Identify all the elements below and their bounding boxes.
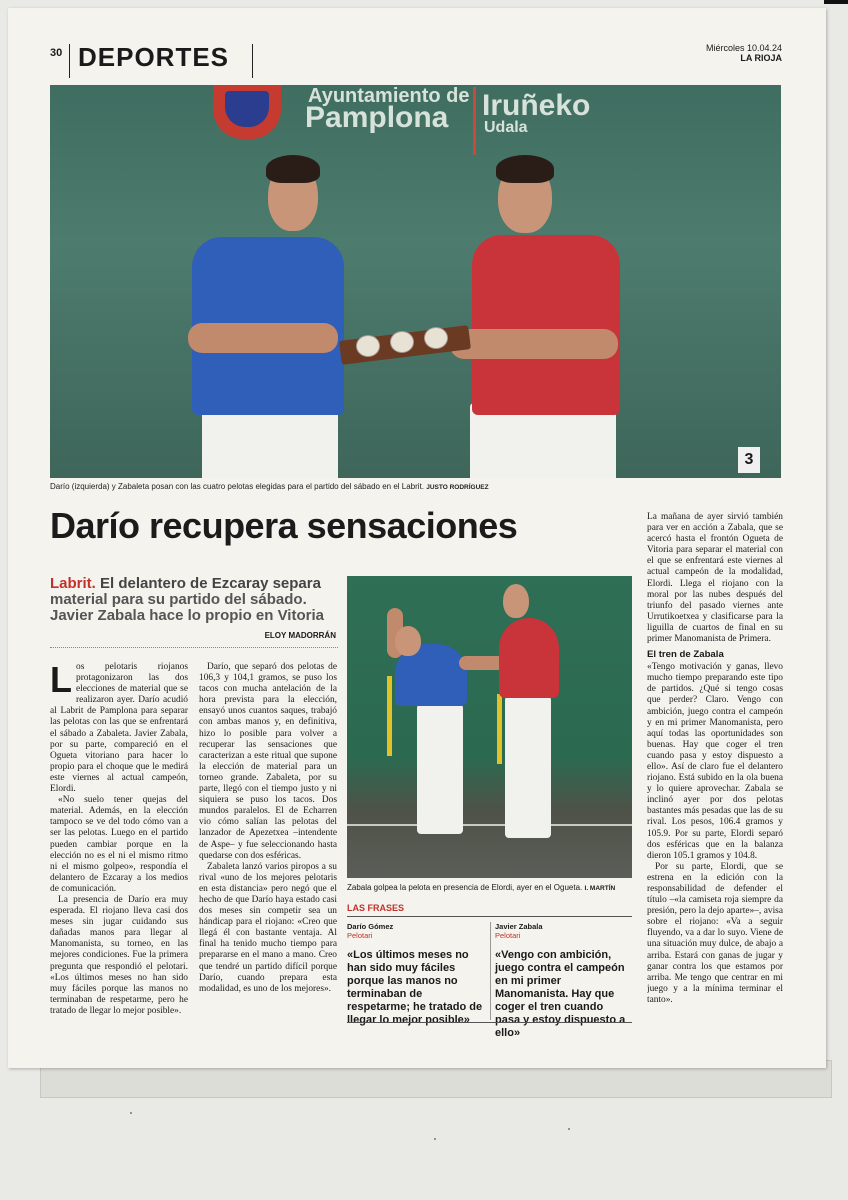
section-title: DEPORTES (78, 42, 230, 72)
banner-text: Udala (484, 119, 528, 136)
body-column-2 (199, 662, 337, 1032)
banner-text: Ayuntamiento de (308, 85, 470, 107)
court-line (347, 824, 632, 826)
paragraph: os pelotaris riojanos protagonizaron las dos elecciones de material que se realizaron ayer. Darío acudió al Labrit de Pamplona para separar las pelotas con las que se enfrentará el sábado a Zabaleta. Javier Zabala, por su parte, compareció en el Ogueta vitoriano para hacer lo propio para el choque que le medirá este viernes al actual campeón, Elordi. (50, 662, 188, 795)
second-photo-caption (347, 883, 632, 892)
article-headline: Darío recupera sensaciones (50, 505, 518, 546)
quote-divider (490, 922, 491, 1020)
banner-divider (473, 87, 476, 155)
banner-text: Iruñeko (482, 89, 591, 122)
quote-author: Darío Gómez (347, 922, 394, 931)
body-column-3 (647, 512, 783, 1032)
byline: ELOY MADORRÁN (264, 631, 336, 640)
quote-text: «Vengo con ambición, juego contra el campeón en mi primer Manomanista. Hay que coger el tren cuando pasa y estoy dispuesto a ello» (495, 949, 626, 1039)
section-divider (69, 44, 70, 78)
section-divider (252, 44, 253, 78)
scan-edge-mark (824, 0, 848, 4)
newspaper-name: LA RIOJA (740, 53, 782, 63)
pelota-ball (390, 331, 414, 353)
quote-role: Pelotari (495, 931, 521, 940)
page-number: 30 (50, 47, 63, 59)
paragraph: Darío, que separó dos pelotas de 106,3 y 104,1 gramos, se puso los tacos con mucha antelación de la hora prevista para la elección, ensayó unos cuantos saques, trabajó con ambas manos y, en definitiva, hizo lo posible para volver a recuperar las sensaciones que caracterizan a este ritual que supone la elección de material para un torneo grande. Zabaleta, por su parte, llegó con el tiempo justo y ni siquiera se puso los tacos. Dos mundos paralelos. El de Echarren vio cómo salían las pelotas del lanzador de Apezetxea –intendente de Aspe– y fue seleccionando hasta quedarse con dos esféricas. (199, 662, 337, 861)
quote-role: Pelotari (347, 931, 373, 940)
caption-text: Darío (izquierda) y Zabaleta posan con las cuatro pelotas elegidas para el partido del sábado en el Labrit. (50, 482, 425, 491)
second-photo (347, 576, 632, 878)
quote-block (347, 922, 483, 1027)
wall-number: 3 (738, 447, 760, 473)
subhead-kicker: Labrit. (50, 575, 96, 592)
paragraph: La mañana de ayer sirvió también para ver en acción a Zabala, que se acercó hasta el frontón Ogueta de Vitoria para separar el material con el que se enfrentará este viernes al actual campeón de la modalidad, Elordi. Llega el riojano con la moral por las nubes después del triunfo del pasado viernes ante Urrutikoetxea y clasificarse para la liguilla de cuartos de final en su primer Manomanista de Primera. (647, 512, 783, 645)
subsection-heading: El tren de Zabala (647, 649, 724, 661)
banner-text: Pamplona (305, 101, 449, 134)
paragraph: La presencia de Darío era muy esperada. El riojano lleva casi dos meses sin jugar cuidando sus dañadas manos para llegar al Manomanista, su torneo, en las mejores condiciones. Fue la primera pregunta que respondió el pelotari. «Los últimos meses no han sido muy fáciles porque las manos no terminaban de respetarme, pero he tratado de llegar lo mejor posible». (50, 894, 188, 1016)
quotes-rule (347, 916, 632, 917)
drop-cap: L (50, 662, 72, 700)
photo-credit: JUSTO RODRÍGUEZ (426, 484, 489, 491)
photo-credit: I. MARTÍN (584, 885, 616, 892)
pelota-ball (424, 327, 448, 349)
paragraph: «Tengo motivación y ganas, llevo mucho tiempo preparando este tipo de partidos. ¿Qué si tengo cosas que perder? Claro. Vengo con ambición, juego contra el campeón y en mi primer Manomanista, pero aquí todas las oportunidades son buenas. Hay que coger el tren cuando pasa y estoy dispuesto a ello». Así de claro fue el delantero riojano. Está subido en la ola buena y lo quiere aprovechar. Zabala se inclinó ayer por dos pelotas bastantes más pesadas que las de su rival. Los pesos, 106.4 gramos y 105.9. Por su parte, Elordi separó dos esféricas que en la balanza dieron 105.1 gramos y 104.8. (647, 662, 783, 861)
main-photo-caption (50, 482, 781, 491)
paragraph: Por su parte, Elordi, que se estrena en la edición con la responsabilidad de defender el título –«la camiseta roja siempre da presión, pero la dejo aparte»–, avisa sobre el riojano: «Va a seguir fluyendo, va a dar lo suyo. Viene de una situación muy dulce, de abajo a arriba. Estará con ganas de jugar y ganar contra los que estamos por arriba. Me tengo que centrar en mi juego y a la mínima terminar el tanto». (647, 861, 783, 1005)
court-post (387, 676, 392, 756)
quotes-title: LAS FRASES (347, 903, 405, 913)
paragraph: «No suelo tener quejas del material. Además, en la elección tampoco se ve del todo cómo van a ser las pelotas. Luego en el partido pueden cambiar porque en la elección no es el ni el mismo ritmo ni el mismo golpeo», respondía el delantero de Ezcaray a los medios de comunicación. (50, 795, 188, 894)
article-subhead (50, 576, 338, 624)
subhead-lead: El delantero de Ezcaray separa (100, 575, 321, 592)
quote-text: «Los últimos meses no han sido muy fáciles porque las manos no terminaban de respetarme; he tratado de llegar lo mejor posible» (347, 949, 483, 1026)
court-post (497, 694, 502, 764)
dotted-rule (50, 647, 338, 648)
pamplona-crest-icon (213, 85, 281, 139)
quote-author: Javier Zabala (495, 922, 543, 931)
main-photo (50, 85, 781, 478)
body-column-1 (50, 662, 188, 1032)
pelota-ball (356, 335, 380, 357)
subhead-rest: material para su partido del sábado. Javier Zabala hace lo propio en Vitoria (50, 591, 324, 624)
quotes-bottom-rule (347, 1022, 632, 1023)
paragraph: Zabaleta lanzó varios piropos a su rival «uno de los mejores pelotaris en esta distancia» pero negó que el hecho de que Darío haya estado casi dos meses sin competir sea un hándicap para el riojano: «Creo que llegá él con bastante ventaja. Al final ha tenido mucho tiempo para prepararse en el mano a mano. Creo que tendré un partido difícil porque Darío, cuando prepara esta modalidad, es uno de los mejores». (199, 861, 337, 994)
caption-text: Zabala golpea la pelota en presencia de Elordi, ayer en el Ogueta. (347, 883, 583, 892)
issue-date: Miércoles 10.04.24 (705, 43, 782, 53)
